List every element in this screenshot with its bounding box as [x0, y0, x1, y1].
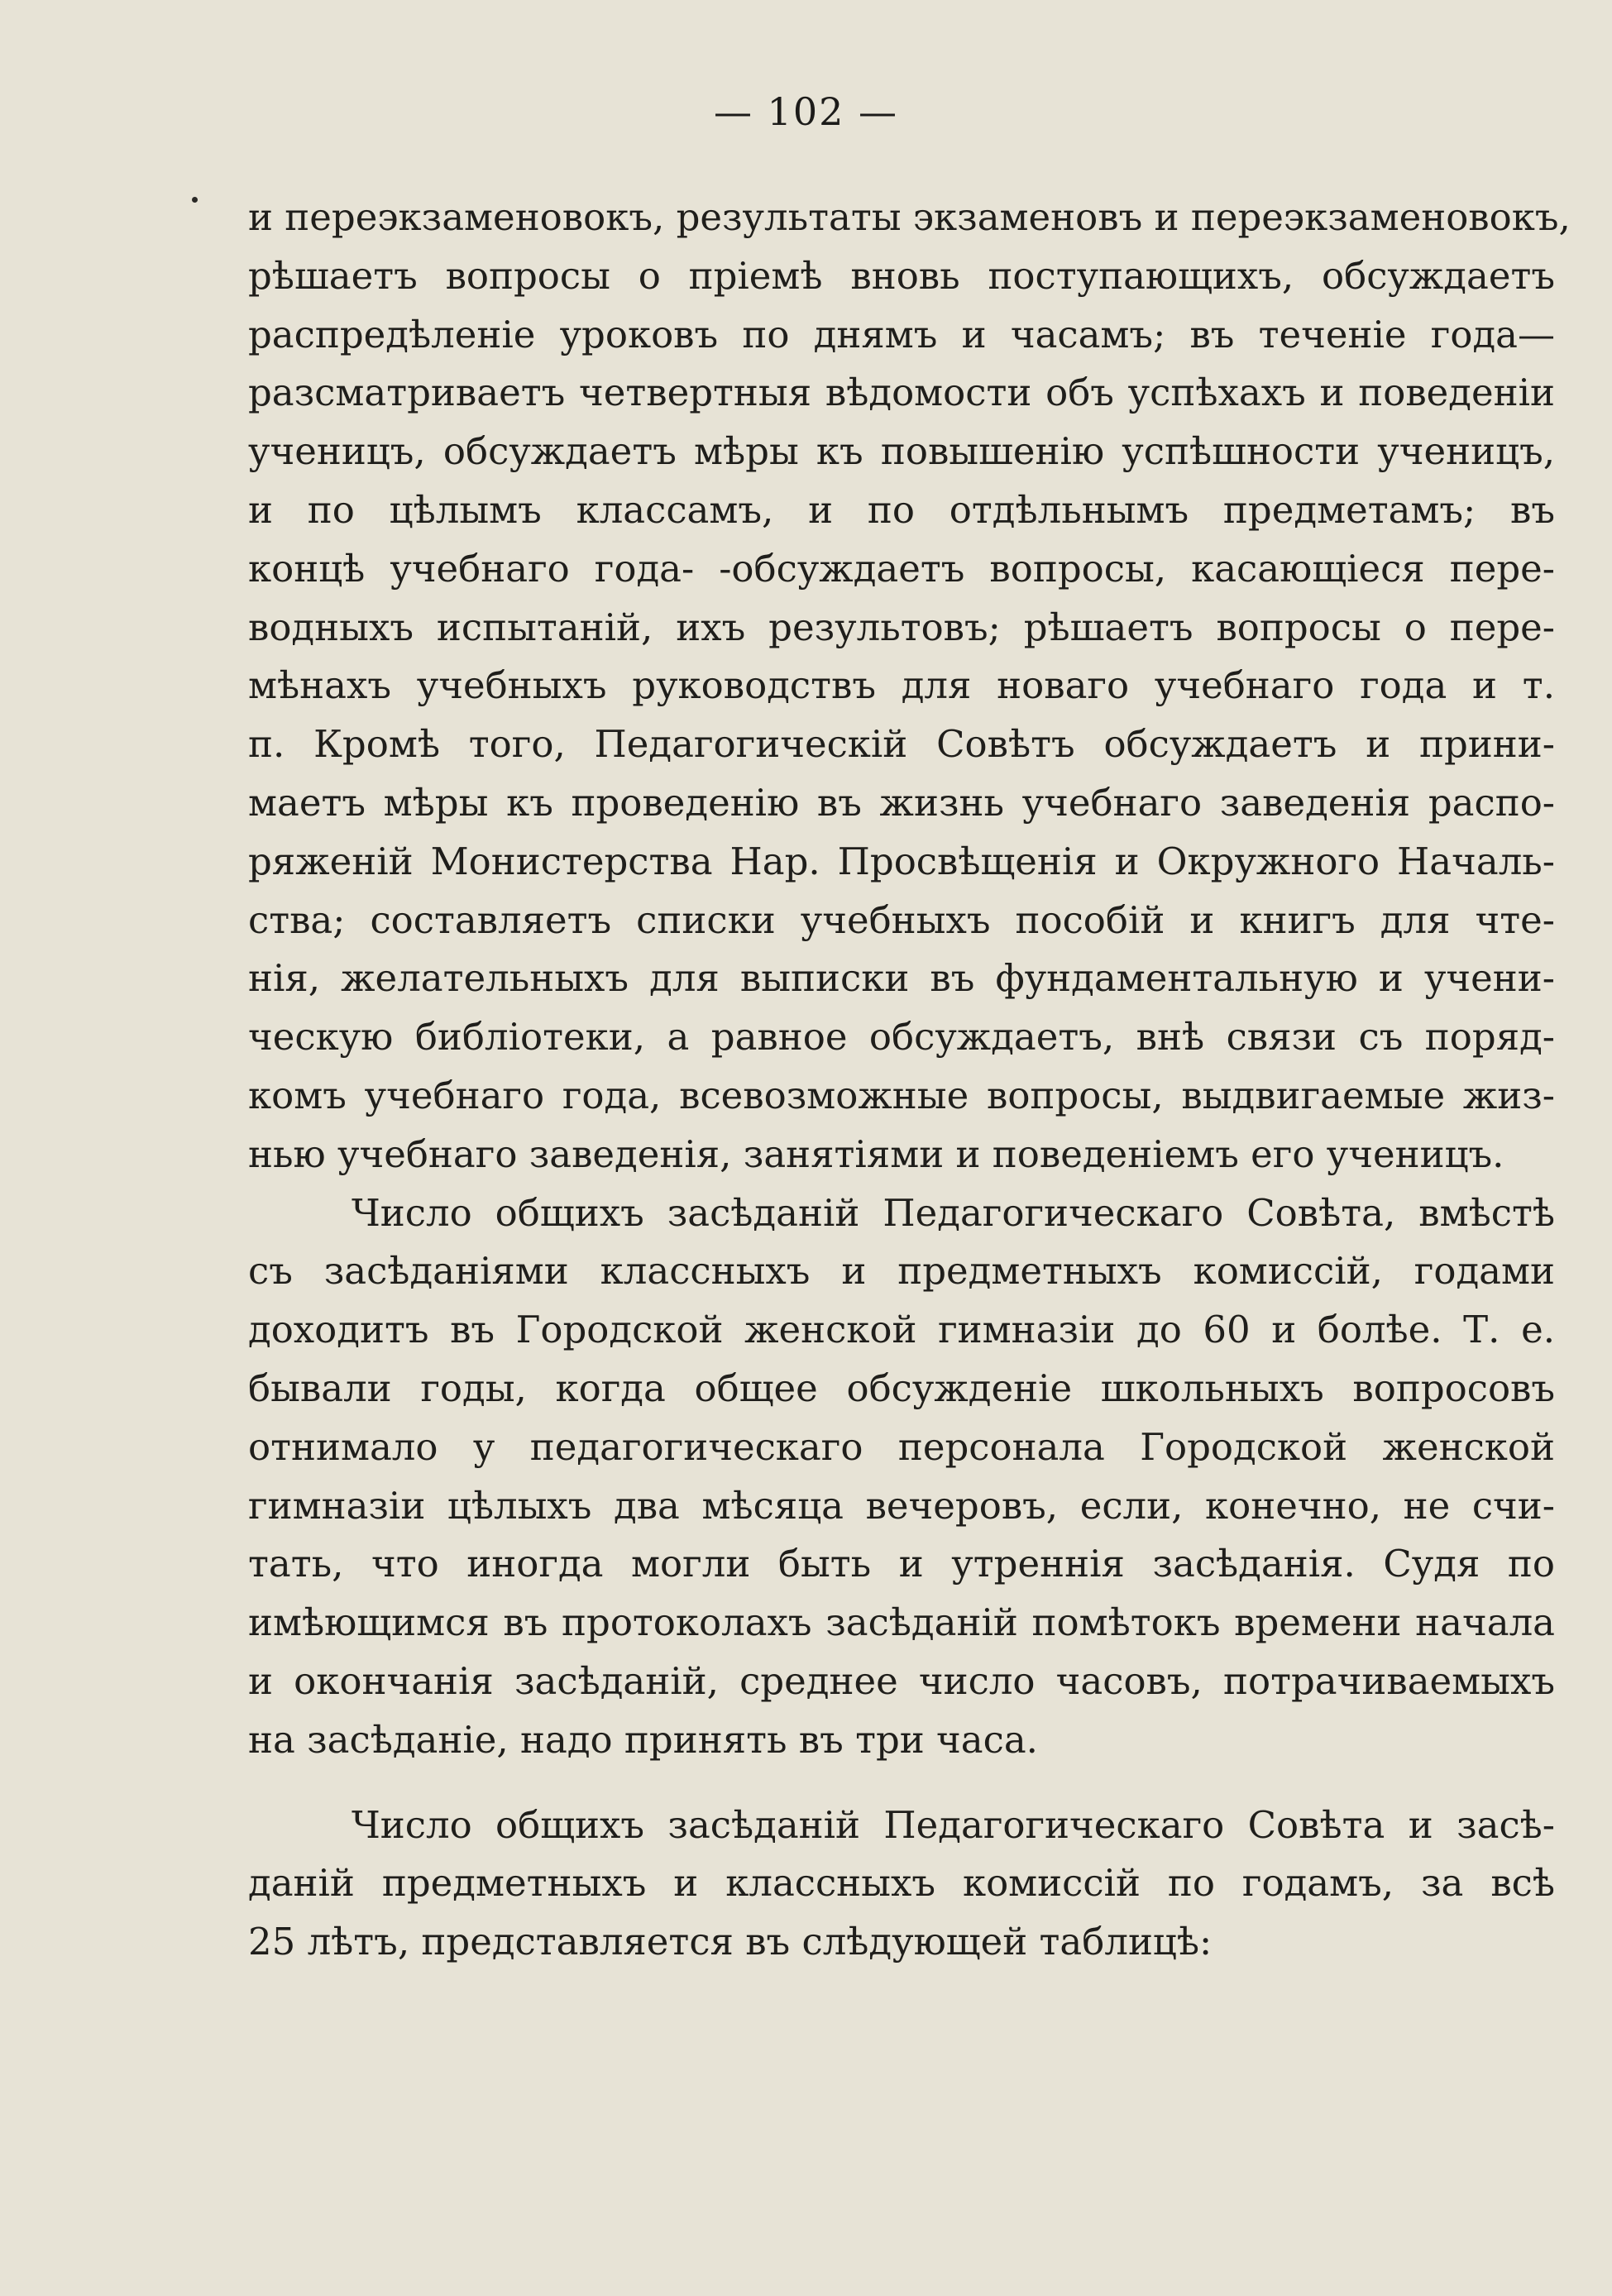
paragraph-2-line: имѣющимся въ протоколахъ засѣданій помѣтокъ времени начала — [248, 1600, 1555, 1645]
paragraph-2-line: Число общихъ засѣданій Педагогическаго Совѣта, вмѣстѣ — [352, 1190, 1555, 1235]
paragraph-spacing — [248, 1770, 1555, 1796]
paragraph-1-line: ства; составляетъ списки учебныхъ пособій и книгъ для чте- — [248, 897, 1555, 942]
paragraph-1-line: и по цѣлымъ классамъ, и по отдѣльнымъ предметамъ; въ — [248, 487, 1555, 532]
paragraph-1-line: ческую библіотеки, а равное обсуждаетъ, внѣ связи съ поряд- — [248, 1015, 1555, 1060]
paragraph-1-line: водныхъ испытаній, ихъ результовъ; рѣшаетъ вопросы о пере- — [248, 605, 1555, 649]
paragraph-1-line: разсматриваетъ четвертныя вѣдомости объ успѣхахъ и поведеніи — [248, 371, 1555, 415]
paragraph-3-line: Число общихъ засѣданій Педагогическаго Совѣта и засѣ- — [352, 1802, 1555, 1847]
paragraph-1-line: рѣшаетъ вопросы о пріемѣ вновь поступающихъ, обсуждаетъ — [248, 253, 1555, 298]
page-number: — 102 — — [713, 89, 899, 134]
paragraph-1-line: комъ учебнаго года, всевозможные вопросы, выдвигаемые жиз- — [248, 1073, 1555, 1117]
paragraph-2-line: доходитъ въ Городской женской гимназіи до 60 и болѣе. Т. е. — [248, 1308, 1555, 1352]
paragraph-2-line: тать, что иногда могли быть и утреннія засѣданія. Судя по — [248, 1542, 1555, 1586]
paragraph-1-line: нія, желательныхъ для выписки въ фундаментальную и учени- — [248, 956, 1555, 1001]
ink-speck — [192, 197, 198, 203]
paragraph-1-line: ученицъ, обсуждаетъ мѣры къ повышенію успѣшности ученицъ, — [248, 429, 1555, 474]
body-text — [248, 189, 1571, 1972]
paragraph-2-line: на засѣданіе, надо принять въ три часа. — [248, 1717, 1038, 1762]
paragraph-1-line: концѣ учебнаго года- -обсуждаетъ вопросы, касающіеся пере- — [248, 546, 1555, 591]
paragraph-2-line: гимназіи цѣлыхъ два мѣсяца вечеровъ, если, конечно, не счи- — [248, 1483, 1555, 1528]
paragraph-3-line: 25 лѣтъ, представляется въ слѣдующей таблицѣ: — [248, 1920, 1213, 1964]
paragraph-2-line: съ засѣданіями классныхъ и предметныхъ комиссій, годами — [248, 1249, 1555, 1294]
paragraph-2-line: бывали годы, когда общее обсужденіе школьныхъ вопросовъ — [248, 1366, 1555, 1410]
paragraph-1-line: ряженій Монистерства Нар. Просвѣщенія и Окружного Началь- — [248, 839, 1555, 883]
paragraph-3-line: даній предметныхъ и классныхъ комиссій по годамъ, за всѣ — [248, 1861, 1555, 1906]
paragraph-1-line: п. Кромѣ того, Педагогическій Совѣтъ обсуждаетъ и прини- — [248, 722, 1555, 767]
paragraph-1-line: маетъ мѣры къ проведенію въ жизнь учебнаго заведенія распо- — [248, 780, 1555, 825]
paragraph-2-line: и окончанія засѣданій, среднее число часовъ, потрачиваемыхъ — [248, 1658, 1555, 1703]
paragraph-2-line: отнимало у педагогическаго персонала Городской женской — [248, 1424, 1555, 1469]
paragraph-1-line: нью учебнаго заведенія, занятіями и поведеніемъ его ученицъ. — [248, 1131, 1504, 1176]
paragraph-1-line: распредѣленіе уроковъ по днямъ и часамъ; въ теченіе года— — [248, 312, 1555, 356]
paragraph-1-line: и переэкзаменовокъ, результаты экзаменовъ и переэкзаменовокъ, — [248, 195, 1571, 239]
paragraph-1-line: мѣнахъ учебныхъ руководствъ для новаго учебнаго года и т. — [248, 663, 1555, 708]
